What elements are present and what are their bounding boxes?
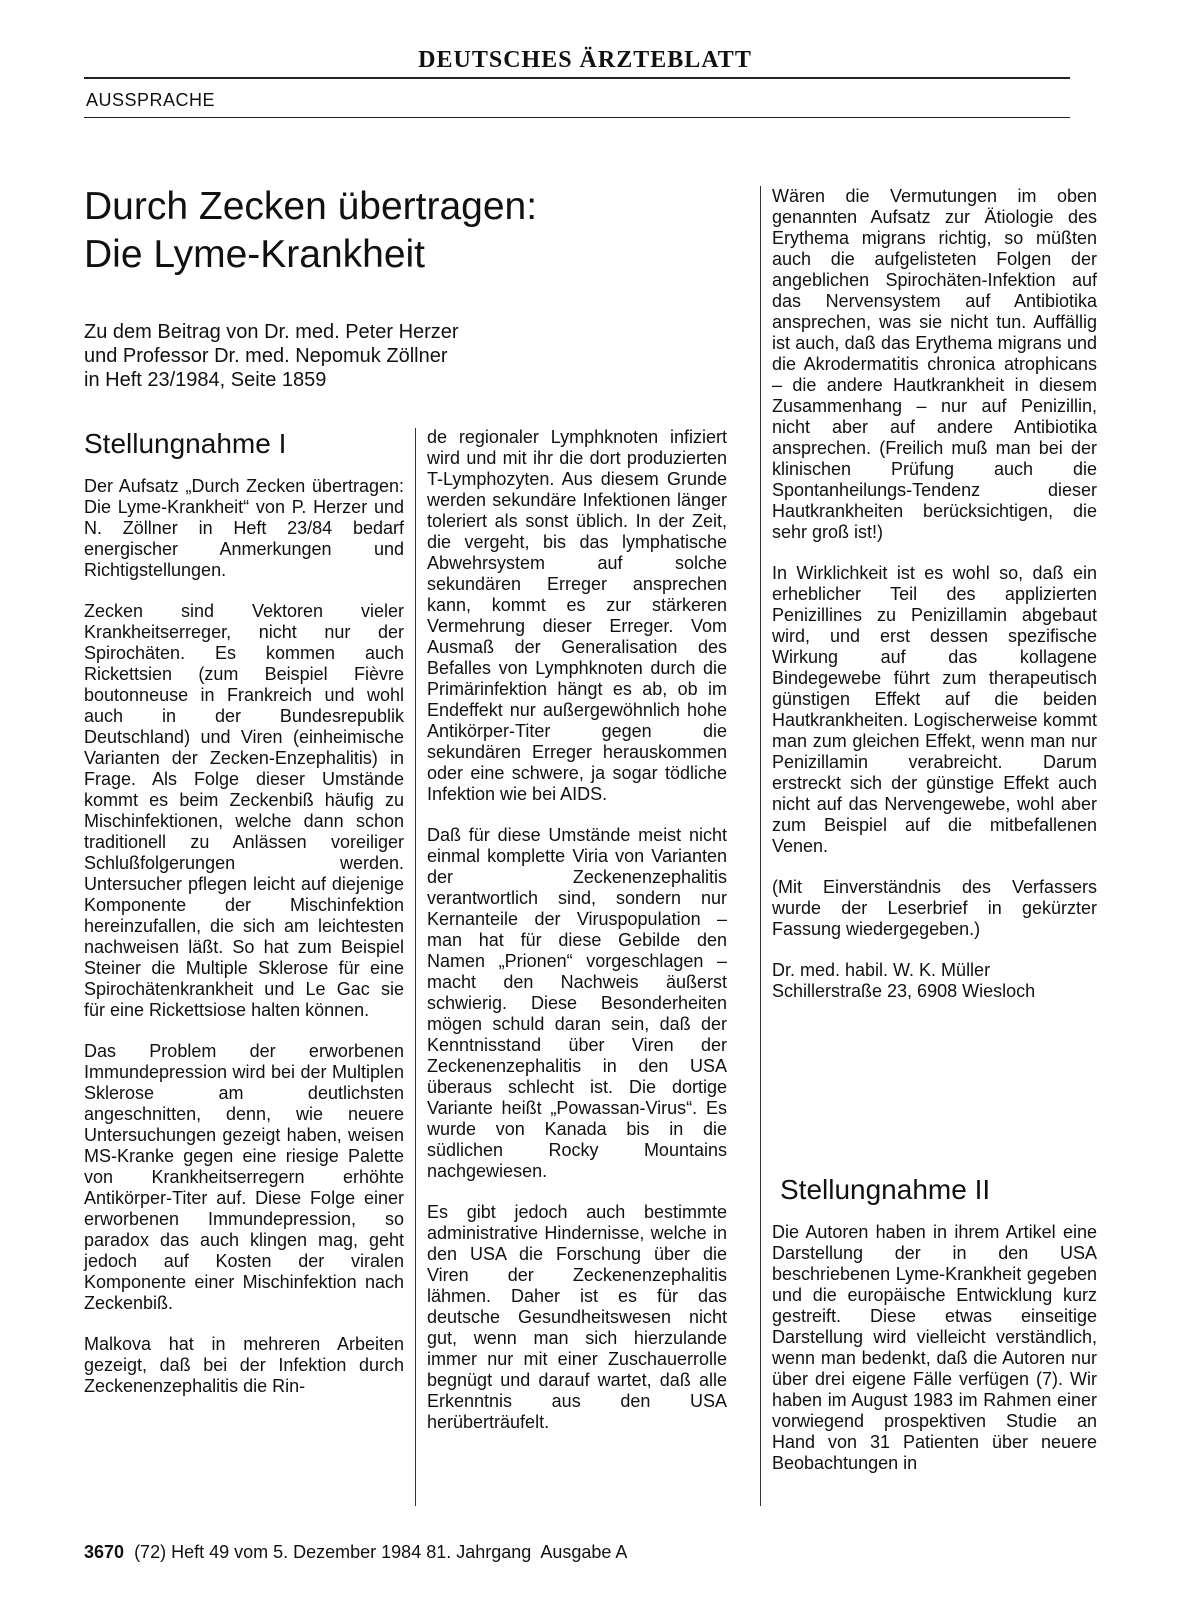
article-reference xyxy=(84,320,724,392)
column-divider xyxy=(760,186,761,1506)
paragraph: Die Autoren haben in ihrem Artikel eine Darstellung der in den USA beschriebenen Lyme-Krankheit gegeben und die europäische Entwicklung kurz gestreift. Diese etwas einseitige Darstellung wird vielleicht verständlich, wenn man bedenkt, daß die Autoren nur über drei eigene Fälle verfügen (7). Wir haben im August 1983 im Rahmen einer vorwiegend prospektiven Studie an Hand von 31 Patienten über neuere Beobachtungen in xyxy=(772,1222,1097,1473)
reference-line: in Heft 23/1984, Seite 1859 xyxy=(84,369,327,391)
header-rule xyxy=(84,77,1070,79)
column-4 xyxy=(772,1222,1097,1494)
section-rule xyxy=(84,117,1070,118)
author-signature xyxy=(772,960,1097,1002)
reference-line: und Professor Dr. med. Nepomuk Zöllner xyxy=(84,345,448,367)
paragraph: Malkova hat in mehreren Arbeiten gezeigt, daß bei der Infektion durch Zeckenenzephalitis die Rin- xyxy=(84,1334,404,1396)
paragraph: Wären die Vermutungen im oben genannten Aufsatz zur Ätiologie des Erythema migrans richtig, so müßten auch die aufgelisteten Folgen der angeblichen Spirochäten-Infektion auf das Nervensystem auf Antibiotika ansprechen, was sie nicht tun. Auffällig ist auch, daß das Erythema migrans und die Akrodermatitis chronica atrophicans – die andere Hautkrankheit in diesem Zusammenhang – nur auf Penizillin, nicht aber auf andere Antibiotika ansprechen. (Freilich muß man bei der klinischen Prüfung auch die Spontanheilungs-Tendenz dieser Hautkrankheiten berücksichtigen, die sehr groß ist!) xyxy=(772,186,1097,542)
page-footer xyxy=(84,1542,627,1563)
paragraph: de regionaler Lymphknoten infiziert wird und mit ihr die dort produzierten T-Lymphozyten. Aus diesem Grunde werden sekundäre Infektionen länger toleriert als sonst üblich. In der Zeit, die vergeht, bis das lymphatische Abwehrsystem auf solche sekundären Erreger ansprechen kann, kommt es zur stärkeren Vermehrung dieser Erreger. Vom Ausmaß der Generalisation des Befalles von Lymphknoten durch die Primärinfektion hängt es ab, ob im Endeffekt nur außergewöhnlich hohe Antikörper-Titer gegen die sekundären Erreger herauskommen oder eine schwere, ja sogar tödliche Infektion wie bei AIDS. xyxy=(427,427,727,804)
paragraph: Das Problem der erworbenen Immundepression wird bei der Multiplen Sklerose am deutlichsten angeschnitten, denn, wie neuere Untersuchungen gezeigt haben, weisen MS-Kranke gegen eine riesige Palette von Krankheitserregern erhöhte Antikörper-Titer auf. Diese Folge einer erworbenen Immundepression, so paradox das auch klingen mag, geht jedoch auf Kosten der viralen Komponente einer Mischinfektion nach Zeckenbiß. xyxy=(84,1041,404,1313)
paragraph: In Wirklichkeit ist es wohl so, daß ein erheblicher Teil des applizierten Penizillines zu Penizillamin abgebaut wird, und erst dessen spezifische Wirkung auf das kollagene Bindegewebe führt zum therapeutisch günstigen Effekt auf die beiden Hautkrankheiten. Logischerweise kommt man zum gleichen Effekt, wenn man nur Penizillamin verabreicht. Darum erstreckt sich der günstige Effekt auch nicht auf das Nervengewebe, wohl aber zum Beispiel auf die mitbefallenen Venen. xyxy=(772,563,1097,856)
statement-2-heading: Stellungnahme II xyxy=(780,1174,991,1205)
paragraph: Daß für diese Umstände meist nicht einmal komplette Viria von Varianten der Zeckenenzephalitis verantwortlich sind, sondern nur Kernanteile der Viruspopulation – man hat für diese Gebilde den Namen „Prionen“ vorgeschlagen – macht den Nachweis äußerst schwierig. Diese Besonderheiten mögen schuld daran sein, daß der Kenntnisstand über Viren der Zeckenenzephalitis in den USA überaus schlecht ist. Die dortige Variante heißt „Powassan-Virus“. Es wurde von Kanada bis in die südlichen Rocky Mountains nachgewiesen. xyxy=(427,825,727,1181)
paragraph: Zecken sind Vektoren vieler Krankheitserreger, nicht nur der Spirochäten. Es kommen auch Rickettsien (zum Beispiel Fièvre boutonneuse in Frankreich und wohl auch in der Bundesrepublik Deutschland) und Viren (einheimische Varianten der Zecken-Enzephalitis) in Frage. Als Folge dieser Umstände kommt es beim Zeckenbiß häufig zu Mischinfektionen, welche dann schon traditionell zu Anlässen voreiliger Schlußfolgerungen werden. Untersucher pflegen leicht auf diejenige Komponente der Mischinfektion hereinzufallen, die sich am leichtesten nachweisen läßt. So hat zum Beispiel Steiner die Multiple Sklerose für eine Spirochätenkrankheit und Le Gac sie für eine Rickettsiose halten können. xyxy=(84,601,404,1020)
column-divider xyxy=(415,428,416,1506)
edition: Ausgabe A xyxy=(540,1542,628,1562)
paragraph: Der Aufsatz „Durch Zecken übertragen: Die Lyme-Krankheit“ von P. Herzer und N. Zöllner in Heft 23/84 bedarf energischer Anmerkungen und Richtigstellungen. xyxy=(84,476,404,580)
column-2 xyxy=(427,427,727,1453)
section-label: AUSSPRACHE xyxy=(86,90,216,110)
masthead: DEUTSCHES ÄRZTEBLATT xyxy=(418,47,752,73)
signature-line: Schillerstraße 23, 6908 Wiesloch xyxy=(772,981,1036,1001)
statement-1-heading: Stellungnahme I xyxy=(84,428,287,459)
issue-info: (72) Heft 49 vom 5. Dezember 1984 81. Jahrgang xyxy=(134,1542,532,1562)
title-line: Durch Zecken übertragen: xyxy=(84,185,538,228)
page-number: 3670 xyxy=(84,1542,125,1562)
paragraph: Es gibt jedoch auch bestimmte administrative Hindernisse, welche in den USA die Forschung über die Viren der Zeckenenzephalitis lähmen. Daher ist es für das deutsche Gesundheitswesen nicht gut, wenn man sich hierzulande immer nur mit einer Zuschauerrolle begnügt und darauf wartet, daß alle Erkenntnis aus den USA herüberträufelt. xyxy=(427,1202,727,1432)
reference-line: Zu dem Beitrag von Dr. med. Peter Herzer xyxy=(84,321,459,343)
paragraph: (Mit Einverständnis des Verfassers wurde der Leserbrief in gekürzter Fassung wiedergegeben.) xyxy=(772,877,1097,939)
title-line: Die Lyme-Krankheit xyxy=(84,233,426,276)
signature-line: Dr. med. habil. W. K. Müller xyxy=(772,960,991,980)
column-1 xyxy=(84,476,404,1417)
column-3 xyxy=(772,186,1097,1022)
article-title xyxy=(84,183,724,279)
